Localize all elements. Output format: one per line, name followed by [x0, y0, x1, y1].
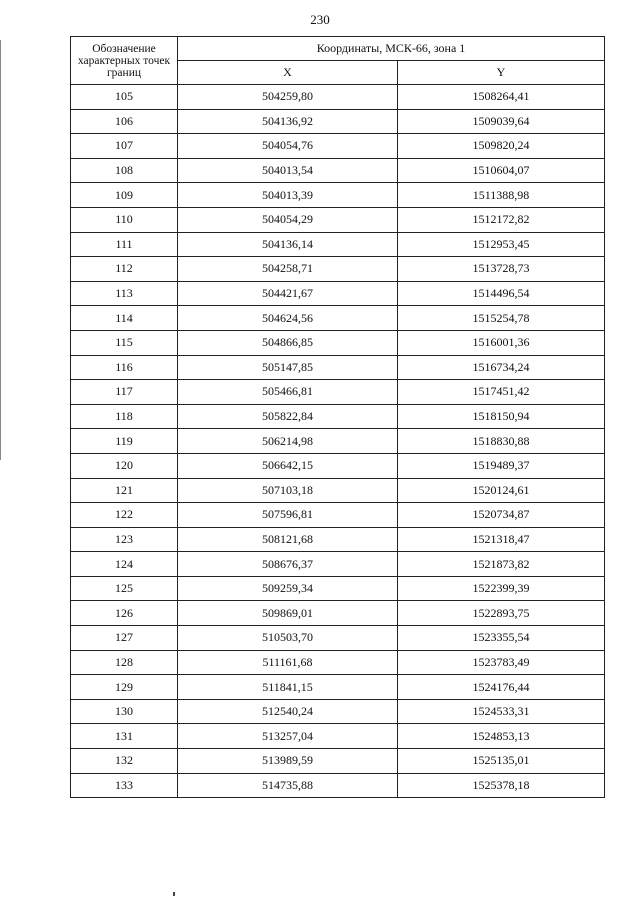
point-cell: 105 [71, 85, 178, 110]
x-coordinate-cell: 512540,24 [178, 699, 398, 724]
table-row [71, 232, 605, 257]
table-row [71, 527, 605, 552]
page-number: 230 [310, 12, 330, 27]
y-coordinate-cell: 1515254,78 [398, 306, 605, 331]
table-row [71, 650, 605, 675]
y-coordinate-cell: 1521318,47 [398, 527, 605, 552]
table-row [71, 183, 605, 208]
point-cell: 111 [71, 232, 178, 257]
table-row [71, 429, 605, 454]
y-coordinate-cell: 1517451,42 [398, 380, 605, 405]
point-cell: 122 [71, 503, 178, 528]
y-coordinate-cell: 1525135,01 [398, 749, 605, 774]
x-coordinate-cell: 508121,68 [178, 527, 398, 552]
coordinates-table [70, 36, 605, 798]
x-coordinate-cell: 507103,18 [178, 478, 398, 503]
y-coordinate-cell: 1524853,13 [398, 724, 605, 749]
coordinates-header: Координаты, МСК-66, зона 1 [178, 37, 605, 61]
x-coordinate-cell: 504054,76 [178, 134, 398, 159]
y-coordinate-cell: 1510604,07 [398, 158, 605, 183]
table-row [71, 109, 605, 134]
y-coordinate-cell: 1525378,18 [398, 773, 605, 798]
x-coordinate-cell: 504258,71 [178, 257, 398, 282]
x-coordinate-cell: 504136,14 [178, 232, 398, 257]
point-cell: 125 [71, 576, 178, 601]
x-coordinate-cell: 505466,81 [178, 380, 398, 405]
x-coordinate-cell: 506214,98 [178, 429, 398, 454]
y-coordinate-cell: 1512953,45 [398, 232, 605, 257]
x-coordinate-cell: 504866,85 [178, 330, 398, 355]
y-coordinate-cell: 1519489,37 [398, 453, 605, 478]
point-cell: 109 [71, 183, 178, 208]
point-cell: 110 [71, 207, 178, 232]
table-row [71, 404, 605, 429]
table-row [71, 699, 605, 724]
x-coordinate-cell: 509259,34 [178, 576, 398, 601]
y-coordinate-cell: 1514496,54 [398, 281, 605, 306]
y-coordinate-cell: 1508264,41 [398, 85, 605, 110]
x-coordinate-cell: 509869,01 [178, 601, 398, 626]
point-cell: 107 [71, 134, 178, 159]
point-cell: 112 [71, 257, 178, 282]
point-cell: 106 [71, 109, 178, 134]
y-coordinate-cell: 1509820,24 [398, 134, 605, 159]
y-coordinate-cell: 1524533,31 [398, 699, 605, 724]
table-row [71, 724, 605, 749]
point-cell: 117 [71, 380, 178, 405]
y-coordinate-cell: 1511388,98 [398, 183, 605, 208]
table-row [71, 749, 605, 774]
y-coordinate-cell: 1524176,44 [398, 675, 605, 700]
table-row [71, 207, 605, 232]
table-row [71, 380, 605, 405]
y-coordinate-cell: 1522399,39 [398, 576, 605, 601]
point-cell: 126 [71, 601, 178, 626]
y-coordinate-cell: 1518830,88 [398, 429, 605, 454]
table-row [71, 601, 605, 626]
x-coordinate-cell: 504421,67 [178, 281, 398, 306]
point-cell: 128 [71, 650, 178, 675]
x-coordinate-cell: 506642,15 [178, 453, 398, 478]
table-row [71, 453, 605, 478]
table-row [71, 478, 605, 503]
point-cell: 108 [71, 158, 178, 183]
x-coordinate-cell: 505147,85 [178, 355, 398, 380]
point-cell: 115 [71, 330, 178, 355]
point-cell: 129 [71, 675, 178, 700]
designation-header: Обозначение характерных точек границ [71, 37, 178, 85]
point-cell: 121 [71, 478, 178, 503]
table-row [71, 306, 605, 331]
y-coordinate-cell: 1516734,24 [398, 355, 605, 380]
table-row [71, 281, 605, 306]
point-cell: 127 [71, 626, 178, 651]
table-row [71, 355, 605, 380]
y-coordinate-cell: 1518150,94 [398, 404, 605, 429]
y-coordinate-cell: 1520734,87 [398, 503, 605, 528]
x-coordinate-cell: 504259,80 [178, 85, 398, 110]
table-row [71, 626, 605, 651]
table-body [71, 85, 605, 798]
y-coordinate-cell: 1523355,54 [398, 626, 605, 651]
point-cell: 120 [71, 453, 178, 478]
x-coordinate-cell: 511161,68 [178, 650, 398, 675]
table-row [71, 503, 605, 528]
y-coordinate-cell: 1513728,73 [398, 257, 605, 282]
x-coordinate-cell: 504136,92 [178, 109, 398, 134]
x-coordinate-cell: 514735,88 [178, 773, 398, 798]
x-coordinate-cell: 513989,59 [178, 749, 398, 774]
y-coordinate-cell: 1512172,82 [398, 207, 605, 232]
x-coordinate-cell: 508676,37 [178, 552, 398, 577]
point-cell: 123 [71, 527, 178, 552]
x-coordinate-cell: 504624,56 [178, 306, 398, 331]
table-row [71, 330, 605, 355]
point-cell: 113 [71, 281, 178, 306]
point-cell: 114 [71, 306, 178, 331]
point-cell: 118 [71, 404, 178, 429]
point-cell: 124 [71, 552, 178, 577]
y-coordinate-cell: 1520124,61 [398, 478, 605, 503]
table-row [71, 576, 605, 601]
y-coordinate-cell: 1516001,36 [398, 330, 605, 355]
y-coordinate-cell: 1521873,82 [398, 552, 605, 577]
scan-mark [173, 892, 175, 896]
x-coordinate-cell: 510503,70 [178, 626, 398, 651]
x-coordinate-cell: 505822,84 [178, 404, 398, 429]
point-cell: 131 [71, 724, 178, 749]
y-coordinate-cell: 1523783,49 [398, 650, 605, 675]
table-row [71, 552, 605, 577]
x-coordinate-cell: 511841,15 [178, 675, 398, 700]
x-coordinate-cell: 513257,04 [178, 724, 398, 749]
x-coordinate-cell: 504013,39 [178, 183, 398, 208]
scan-edge-line [0, 40, 1, 460]
x-column-header: X [178, 61, 398, 85]
point-cell: 116 [71, 355, 178, 380]
table-row [71, 675, 605, 700]
table-row [71, 85, 605, 110]
point-cell: 130 [71, 699, 178, 724]
point-cell: 132 [71, 749, 178, 774]
table-row [71, 257, 605, 282]
table-row [71, 134, 605, 159]
table-row [71, 158, 605, 183]
x-coordinate-cell: 504054,29 [178, 207, 398, 232]
x-coordinate-cell: 507596,81 [178, 503, 398, 528]
x-coordinate-cell: 504013,54 [178, 158, 398, 183]
table-row [71, 773, 605, 798]
y-coordinate-cell: 1522893,75 [398, 601, 605, 626]
y-coordinate-cell: 1509039,64 [398, 109, 605, 134]
point-cell: 133 [71, 773, 178, 798]
y-column-header: Y [398, 61, 605, 85]
point-cell: 119 [71, 429, 178, 454]
